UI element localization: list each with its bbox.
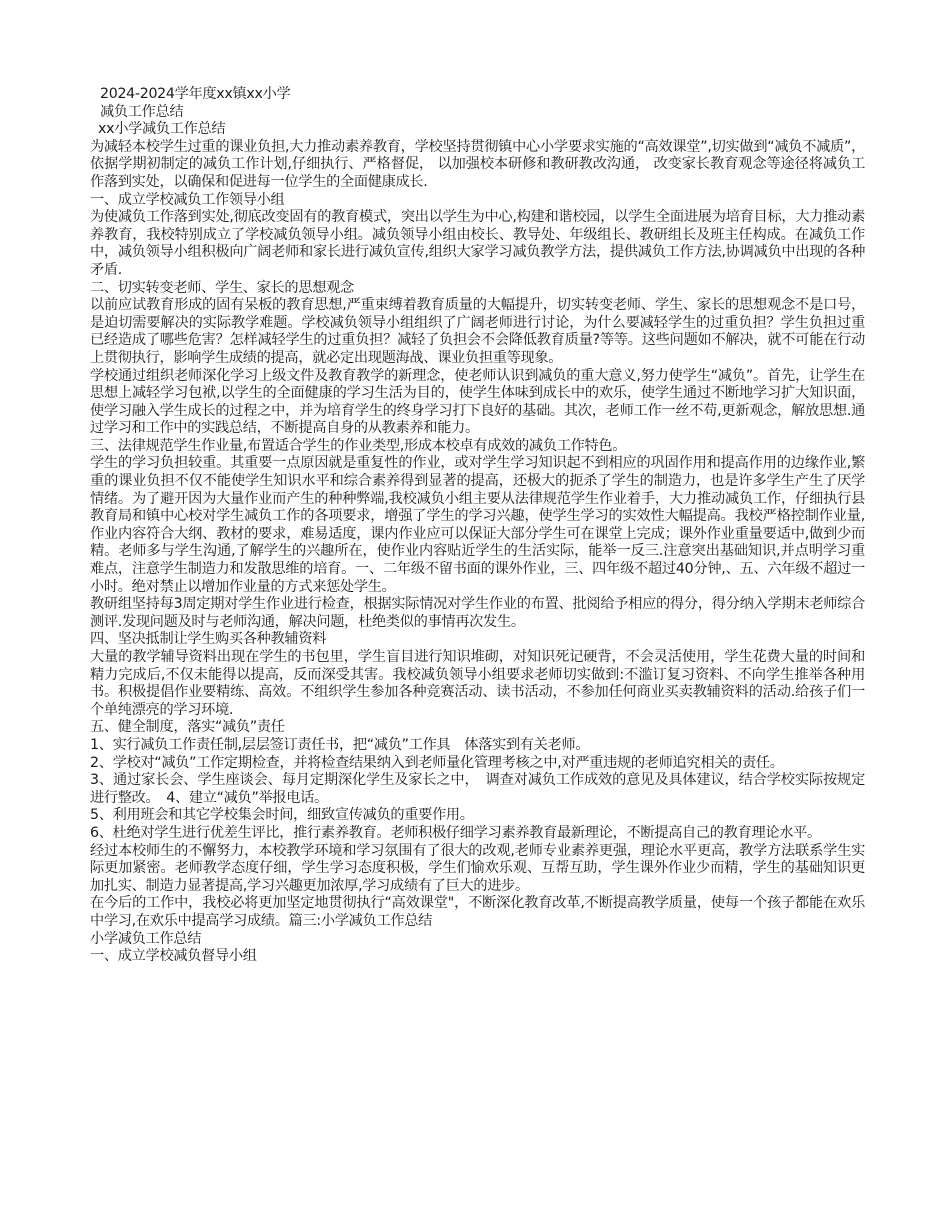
summary-paragraph: 经过本校师生的不懈努力，本校教学环境和学习氛围有了很大的改观,老师专业素养更强，理论水平更高，教学方法联系学生实际更加紧密。老师教学态度仔细，学生学习态度积极，学生们愉欢乐观、互帮互助，学生课外作业少而精，学生的基础知识更加扎实、制造力显著提高,学习兴趣更加浓厚,学习成绩有了巨大的进步。 <box>90 842 865 894</box>
section-5-item-3: 3、通过家长会、学生座谈会、每月定期深化学生及家长之中， 调查对减负工作成效的意见及具体建议，结合学校实际按规定 进行整改。 4、建立“减负”举报电话。 <box>90 772 879 806</box>
next-document-title: 小学减负工作总结 <box>90 930 202 947</box>
section-5-item-1: 1、实行减负工作责任制,层层签订责任书，把“减负”工作具 体落实到有关老师。 <box>90 736 590 753</box>
section-5-item-5: 5、利用班会和其它学校集会时间，细致宣传减负的重要作用。 <box>90 807 474 824</box>
document-page <box>90 86 879 966</box>
section-heading-2: 二、切实转变老师、学生、家长的思想观念 <box>90 279 354 296</box>
header-subtitle: 减负工作总结 <box>100 103 184 120</box>
section-3-paragraph-1: 学生的学习负担较重。其重要一点原因就是重复性的作业，或对学生学习知识起不到相应的巩固作用和提高作用的边缘作业,繁重的课业负担不仅不能使学生知识水平和综合素养得到显著的提高，还极大的扼杀了学生的制造力，也是许多学生产生了厌学情绪。为了避开因为大量作业而产生的种种弊端,我校减负小组主要从法律规范学生作业着手，大力推动减负工作，仔细执行县教育局和镇中心校对学生减负工作的各项要求，增强了学生的学习兴趣，使学生学习的实效性大幅提高。我校严格控制作业量,作业内容符合大纲、教材的要求，难易适度，课内作业应可以保证大部分学生可在课堂上完成；课外作业重量要适中,做到少而精。老师多与学生沟通,了解学生的兴趣所在，使作业内容贴近学生的生活实际，能举一反三.注意突出基础知识,并点明学习重难点，注意学生制造力和发散思维的培育。一、二年级不留书面的课外作业，三、四年级不超过40分钟,、五、六年级不超过一小时。绝对禁止以增加作业量的方式来惩处学生。 <box>90 455 865 595</box>
outlook-paragraph: 在今后的工作中，我校必将更加坚定地贯彻执行“高效课堂"，不断深化教育改革,不断提高教学质量，使每一个孩子都能在欢乐中学习,在欢乐中提高学习成绩。篇三:小学减负工作总结 <box>90 895 865 929</box>
section-3-paragraph-2: 教研组坚持每3周定期对学生作业进行检查，根据实际情况对学生作业的布置、批阅给予相应的得分，得分纳入学期末老师综合测评.发现问题及时与老师沟通，解决问题，杜绝类似的事情再次发生。 <box>90 596 865 630</box>
section-2-paragraph-1: 以前应试教育形成的固有呆板的教育思想,严重束缚着教育质量的大幅提升，切实转变老师、学生、家长的思想观念不是口号，是迫切需要解决的实际教学难题。学校减负领导小组组织了广阔老师进行讨论，为什么要减轻学生的过重负担？学生负担过重已经造成了哪些危害？怎样减轻学生的过重负担？减轻了负担会不会降低教育质量?等等。这些问题如不解决，就不可能在行动上贯彻执行，影响学生成绩的提高，就必定出现题海战、课业负担重等现象。 <box>90 297 865 366</box>
section-2-paragraph-2: 学校通过组织老师深化学习上级文件及教育教学的新理念，使老师认识到减负的重大意义,努力使学生“减负”。首先，让学生在思想上减轻学习包袱,以学生的全面健康的学习生活为目的，使学生体味到成长中的欢乐，使学生通过不断地学习扩大知识面，使学习融入学生成长的过程之中，并为培育学生的终身学习打下良好的基础。其次，老师工作一丝不苟,更新观念，解放思想.通过学习和工作中的实践总结，不断提高自身的从教素养和能力。 <box>90 367 865 437</box>
section-heading-4: 四、坚决抵制让学生购买各种教辅资料 <box>90 631 327 648</box>
document-title: xx小学减负工作总结 <box>98 121 226 138</box>
header-year-line: 2024-2024学年度xx镇xx小学 <box>100 86 291 102</box>
section-heading-1: 一、成立学校减负工作领导小组 <box>90 191 285 208</box>
next-section-heading-1: 一、成立学校减负督导小组 <box>90 948 257 965</box>
section-5-item-2: 2、学校对“减负”工作定期检查，并将检查结果纳入到老师量化管理考核之中,对严重违规的老师追究相关的责任。 <box>90 754 784 771</box>
section-heading-3: 三、法律规范学生作业量,布置适合学生的作业类型,形成本校卓有成效的减负工作特色。 <box>90 437 627 454</box>
section-1-paragraph: 为使减负工作落到实处,彻底改变固有的教育模式，突出以学生为中心,构建和谐校园，以学生全面进展为培育目标，大力推动素养教育，我校特别成立了学校减负领导小组。减负领导小组由校长、教导处、年级组长、教研组长及班主任构成。在减负工作中，减负领导小组积极向广阔老师和家长进行减负宣传,组织大家学习减负教学方法，提供减负工作方法,协调减负中出现的各种矛盾. <box>90 209 865 278</box>
section-5-item-6: 6、杜绝对学生进行优差生评比，推行素养教育。老师积极仔细学习素养教育最新理论，不断提高自己的教育理论水平。 <box>90 824 821 841</box>
intro-paragraph: 为减轻本校学生过重的课业负担,大力推动素养教育，学校坚持贯彻镇中心小学要求实施的“高效课堂”,切实做到“减负不减质”，依据学期初制定的减负工作计划,仔细执行、严格督促， 以加强校本研修和教研教改沟通， 改变家长教育观念等途径将减负工作落到实处，以确保和促进每一位学生的全面健康成长. <box>90 138 865 190</box>
section-heading-5: 五、健全制度，落实“减负”责任 <box>90 719 285 736</box>
section-4-paragraph: 大量的教学辅导资料出现在学生的书包里，学生盲目进行知识堆砌，对知识死记硬背，不会灵活使用，学生花费大量的时间和精力完成后,不仅未能得以提高，反而深受其害。我校减负领导小组要求老师切实做到:不滥订复习资料、不向学生推举各种用书。积极提倡作业要精练、高效。不组织学生参加各种竞赛活动、读书活动，不参加任何商业买卖教辅资料的活动.给孩子们一个单纯漂亮的学习环境. <box>90 649 865 718</box>
